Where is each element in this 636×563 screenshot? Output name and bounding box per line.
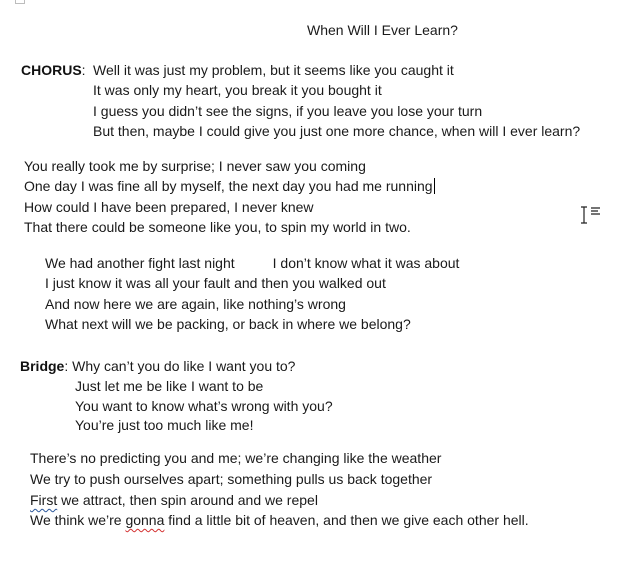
- verse-line: You really took me by surprise; I never saw you coming: [24, 158, 366, 174]
- chorus-line: But then, maybe I could give you just one more chance, when will I ever learn?: [93, 123, 581, 139]
- verse-line: That there could be someone like you, to spin my world in two.: [24, 219, 411, 235]
- text-cursor-icon: [579, 205, 605, 225]
- spelling-flag: gonna: [125, 512, 165, 528]
- verse-line: I just know it was all your fault and then you walked out: [45, 275, 386, 291]
- bridge-line: You’re just too much like me!: [75, 417, 254, 433]
- chorus-line: I guess you didn’t see the signs, if you leave you lose your turn: [93, 103, 483, 119]
- verse-line: We think we’re gonna find a little bit of heaven, and then we give each other hell.: [30, 512, 529, 528]
- song-title: When Will I Ever Learn?: [307, 22, 458, 38]
- verse-line: We had another fight last night I don’t know what it was about: [45, 255, 460, 271]
- grammar-flag: First: [30, 492, 58, 508]
- verse-line: One day I was fine all by myself, the next day you had me running: [24, 178, 433, 194]
- text-caret: [434, 178, 435, 194]
- bridge-line: Bridge: Why can’t you do like I want you to?: [20, 358, 296, 374]
- bridge-label: Bridge: [20, 358, 65, 374]
- verse-line: What next will we be packing, or back in where we belong?: [45, 316, 411, 332]
- verse-line: First we attract, then spin around and we repel: [30, 492, 318, 508]
- chorus-line: Well it was just my problem, but it seems like you caught it: [93, 62, 454, 78]
- chorus-label: CHORUS:: [21, 62, 86, 78]
- verse-line: We try to push ourselves apart; something pulls us back together: [30, 471, 433, 487]
- verse-line: There’s no predicting you and me; we’re changing like the weather: [30, 450, 442, 466]
- chorus-line: It was only my heart, you break it you bought it: [93, 82, 382, 98]
- verse-line: How could I have been prepared, I never knew: [24, 199, 314, 215]
- verse-line: And now here we are again, like nothing’s wrong: [45, 296, 346, 312]
- bridge-line: You want to know what’s wrong with you?: [75, 398, 333, 414]
- page-corner-icon: [15, 0, 25, 4]
- bridge-line: Just let me be like I want to be: [75, 378, 264, 394]
